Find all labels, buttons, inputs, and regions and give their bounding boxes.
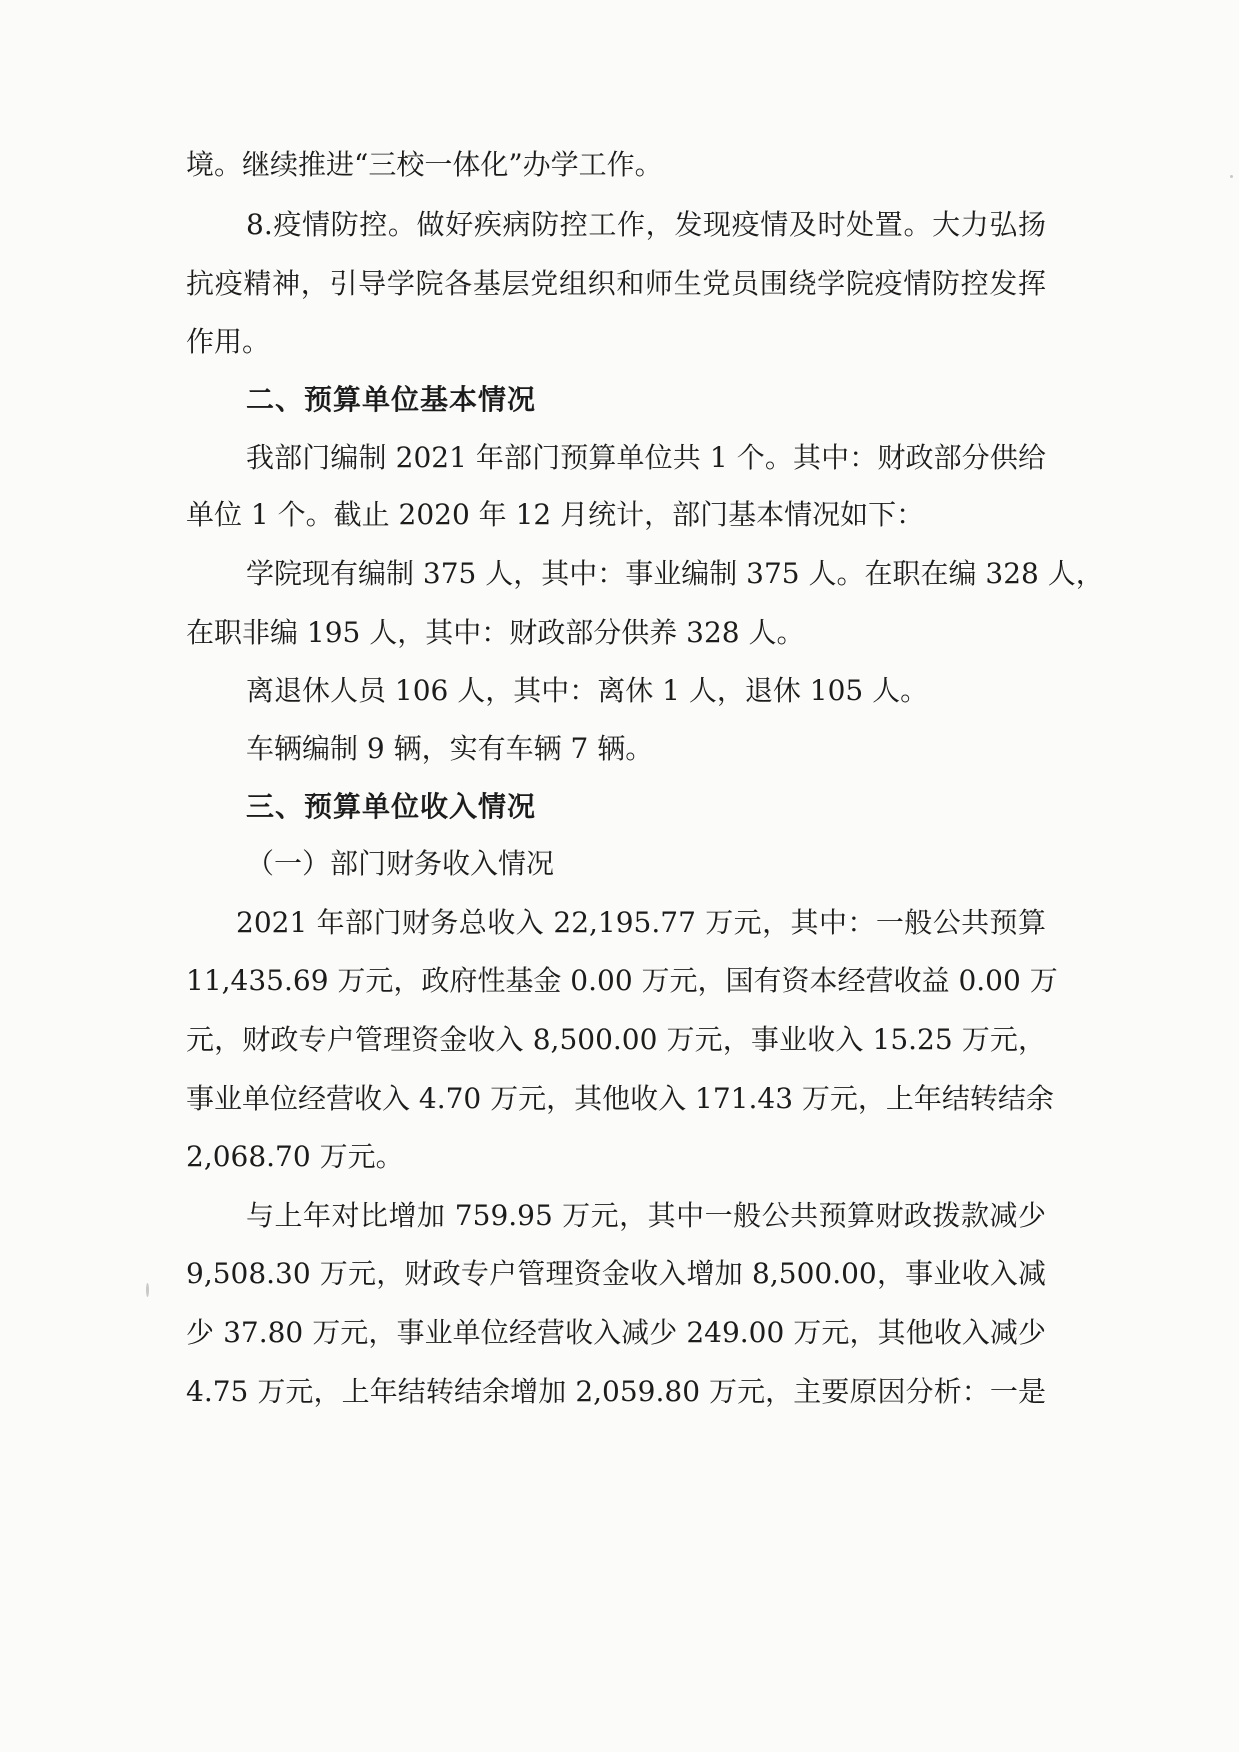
scan-mark	[1230, 175, 1233, 178]
paragraph-line: 2021 年部门财务总收入 22,195.77 万元，其中：一般公共预算	[236, 906, 1046, 939]
paragraph-line: 离退休人员 106 人，其中：离休 1 人，退休 105 人。	[246, 674, 929, 707]
paragraph-line: 在职非编 195 人，其中：财政部分供养 328 人。	[186, 616, 805, 649]
paragraph-line: 作用。	[186, 325, 271, 358]
paragraph-line: 境。继续推进“三校一体化”办学工作。	[186, 148, 663, 181]
paragraph-line: 4.75 万元，上年结转结余增加 2,059.80 万元，主要原因分析：一是	[186, 1375, 1046, 1408]
paragraph-line: 单位 1 个。截止 2020 年 12 月统计，部门基本情况如下：	[186, 498, 925, 531]
paragraph-line: 与上年对比增加 759.95 万元，其中一般公共预算财政拨款减少	[246, 1199, 1046, 1232]
paragraph-line: 8.疫情防控。做好疾病防控工作，发现疫情及时处置。大力弘扬	[246, 208, 1046, 241]
paragraph-line: 抗疫精神，引导学院各基层党组织和师生党员围绕学院疫情防控发挥	[186, 267, 1046, 300]
paragraph-line: 少 37.80 万元，事业单位经营收入减少 249.00 万元，其他收入减少	[186, 1316, 1046, 1349]
section-heading: 二、预算单位基本情况	[246, 383, 537, 416]
paragraph-line: 车辆编制 9 辆，实有车辆 7 辆。	[246, 732, 654, 765]
paragraph-line: 学院现有编制 375 人，其中：事业编制 375 人。在职在编 328 人，	[246, 557, 1104, 590]
paragraph-line: 我部门编制 2021 年部门预算单位共 1 个。其中：财政部分供给	[246, 441, 1046, 474]
subsection-heading: （一）部门财务收入情况	[246, 847, 555, 880]
paragraph-line: 11,435.69 万元，政府性基金 0.00 万元，国有资本经营收益 0.00 万	[186, 964, 1058, 997]
scan-mark	[146, 1283, 149, 1297]
section-heading: 三、预算单位收入情况	[246, 790, 537, 823]
paragraph-line: 事业单位经营收入 4.70 万元，其他收入 171.43 万元，上年结转结余	[186, 1082, 1054, 1115]
paragraph-line: 9,508.30 万元，财政专户管理资金收入增加 8,500.00，事业收入减	[186, 1257, 1046, 1290]
paragraph-line: 2,068.70 万元。	[186, 1140, 404, 1173]
paragraph-line: 元，财政专户管理资金收入 8,500.00 万元，事业收入 15.25 万元，	[186, 1023, 1046, 1056]
